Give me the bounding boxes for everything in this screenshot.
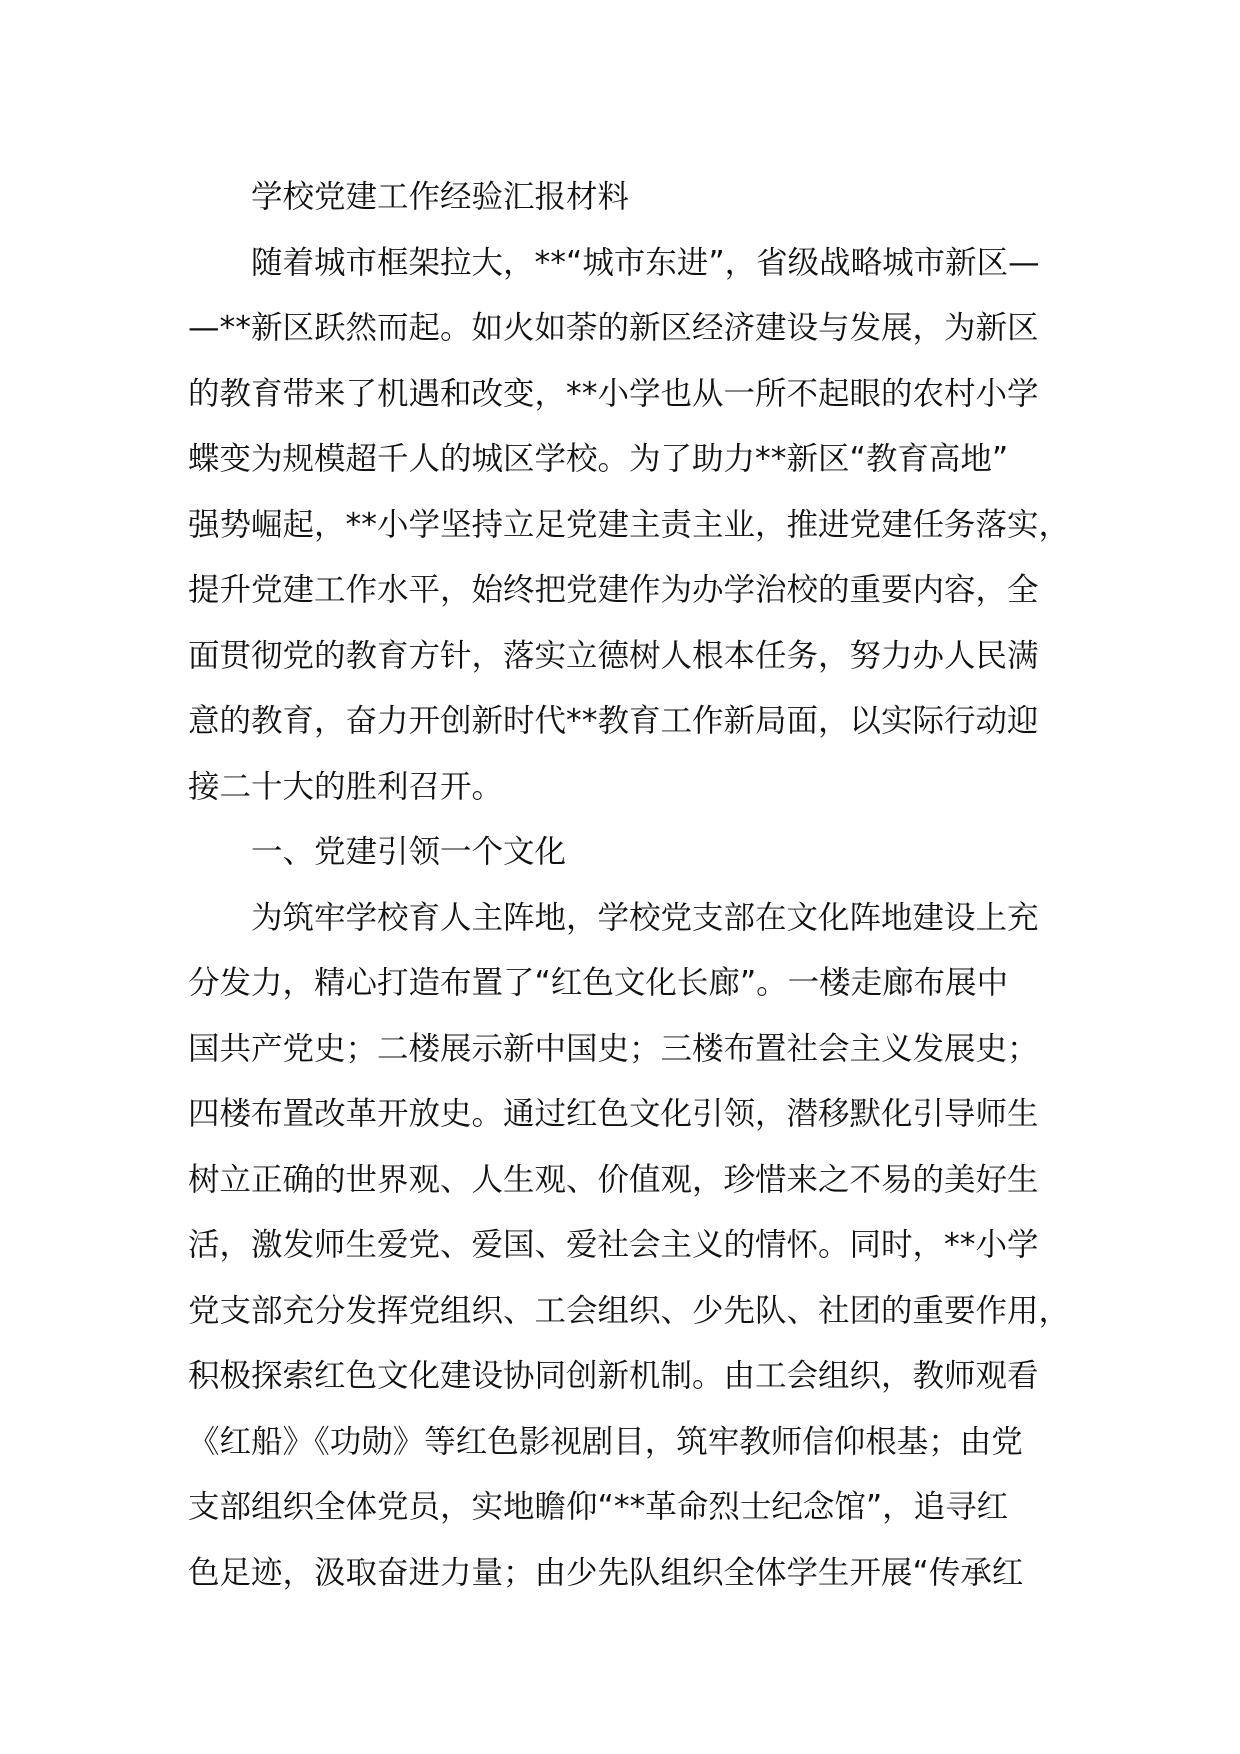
paragraph-line: —**新区跃然而起。如火如荼的新区经济建设与发展，为新区	[188, 310, 1039, 346]
paragraph-line: 提升党建工作水平，始终把党建作为办学治校的重要内容，全	[188, 572, 1039, 608]
paragraph-line: 活，激发师生爱党、爱国、爱社会主义的情怀。同时，**小学	[188, 1227, 1039, 1263]
document-body	[188, 165, 1080, 1606]
paragraph-line: 党支部充分发挥党组织、工会组织、少先队、社团的重要作用，	[188, 1292, 1071, 1329]
paragraph-line: 面贯彻党的教育方针，落实立德树人根本任务，努力办人民满	[188, 637, 1039, 674]
section-heading: 一、党建引领一个文化	[251, 834, 567, 870]
paragraph-line: 为筑牢学校育人主阵地，学校党支部在文化阵地建设上充	[251, 899, 1039, 936]
paragraph-line: 树立正确的世界观、人生观、价值观，珍惜来之不易的美好生	[188, 1161, 1039, 1198]
paragraph-line: 分发力，精心打造布置了“红色文化长廊”。一楼走廊布展中	[188, 965, 1009, 1001]
paragraph-line: 的教育带来了机遇和改变，**小学也从一所不起眼的农村小学	[188, 375, 1039, 412]
paragraph-line: 积极探索红色文化建设协同创新机制。由工会组织，教师观看	[188, 1358, 1039, 1394]
paragraph-line: 色足迹，汲取奋进力量；由少先队组织全体学生开展“传承红	[188, 1554, 1024, 1591]
paragraph-line: 意的教育，奋力开创新时代**教育工作新局面，以实际行动迎	[188, 703, 1039, 739]
paragraph-line: 接二十大的胜利召开。	[188, 768, 504, 805]
paragraph-line: 《红船》《功勋》等红色影视剧目，筑牢教师信仰根基；由党	[188, 1423, 1023, 1460]
paragraph-line: 蝶变为规模超千人的城区学校。为了助力**新区“教育高地”	[188, 441, 1009, 477]
paragraph-line: 随着城市框架拉大，**“城市东进”，省级战略城市新区—	[251, 244, 1040, 281]
document-title: 学校党建工作经验汇报材料	[251, 179, 630, 215]
paragraph-line: 国共产党史；二楼展示新中国史；三楼布置社会主义发展史；	[188, 1030, 1039, 1067]
paragraph-line: 支部组织全体党员，实地瞻仰“**革命烈士纪念馆”，追寻红	[188, 1489, 1009, 1525]
paragraph-line: 强势崛起，**小学坚持立足党建主责主业，推进党建任务落实，	[188, 506, 1071, 543]
paragraph-line: 四楼布置改革开放史。通过红色文化引领，潜移默化引导师生	[188, 1096, 1039, 1132]
